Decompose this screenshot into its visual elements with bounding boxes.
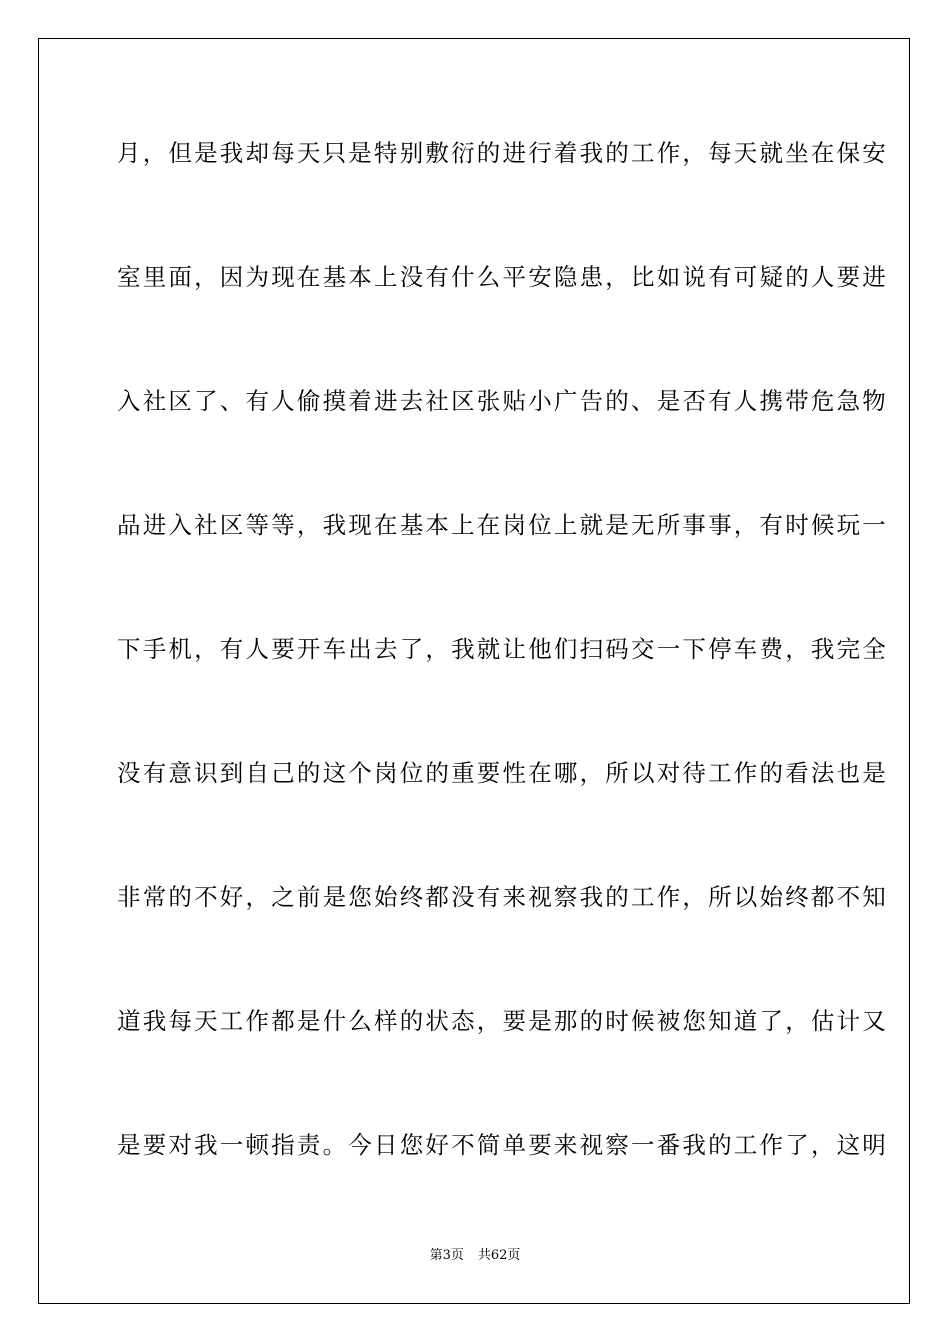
- text-line: 月，但是我却每天只是特别敷衍的进行着我的工作，每天就坐在保安: [117, 139, 888, 167]
- text-line: 室里面，因为现在基本上没有什么平安隐患，比如说有可疑的人要进: [117, 263, 888, 291]
- text-line: 下手机，有人要开车出去了，我就让他们扫码交一下停车费，我完全: [117, 635, 888, 663]
- text-line: 非常的不好，之前是您始终都没有来视察我的工作，所以始终都不知: [117, 883, 888, 911]
- text-line: 是要对我一顿指责。今日您好不简单要来视察一番我的工作了，这明: [117, 1131, 888, 1159]
- page-footer: [0, 1248, 950, 1264]
- text-line: 品进入社区等等，我现在基本上在岗位上就是无所事事，有时候玩一: [117, 511, 888, 539]
- text-line: 入社区了、有人偷摸着进去社区张贴小广告的、是否有人携带危急物: [117, 387, 888, 415]
- page-border: [38, 38, 910, 1304]
- current-page-number: 第3页: [429, 1248, 464, 1263]
- total-page-count: 共62页: [477, 1248, 521, 1263]
- text-line: 道我每天工作都是什么样的状态，要是那的时候被您知道了，估计又: [117, 1007, 888, 1035]
- text-line: 没有意识到自己的这个岗位的重要性在哪，所以对待工作的看法也是: [117, 759, 888, 787]
